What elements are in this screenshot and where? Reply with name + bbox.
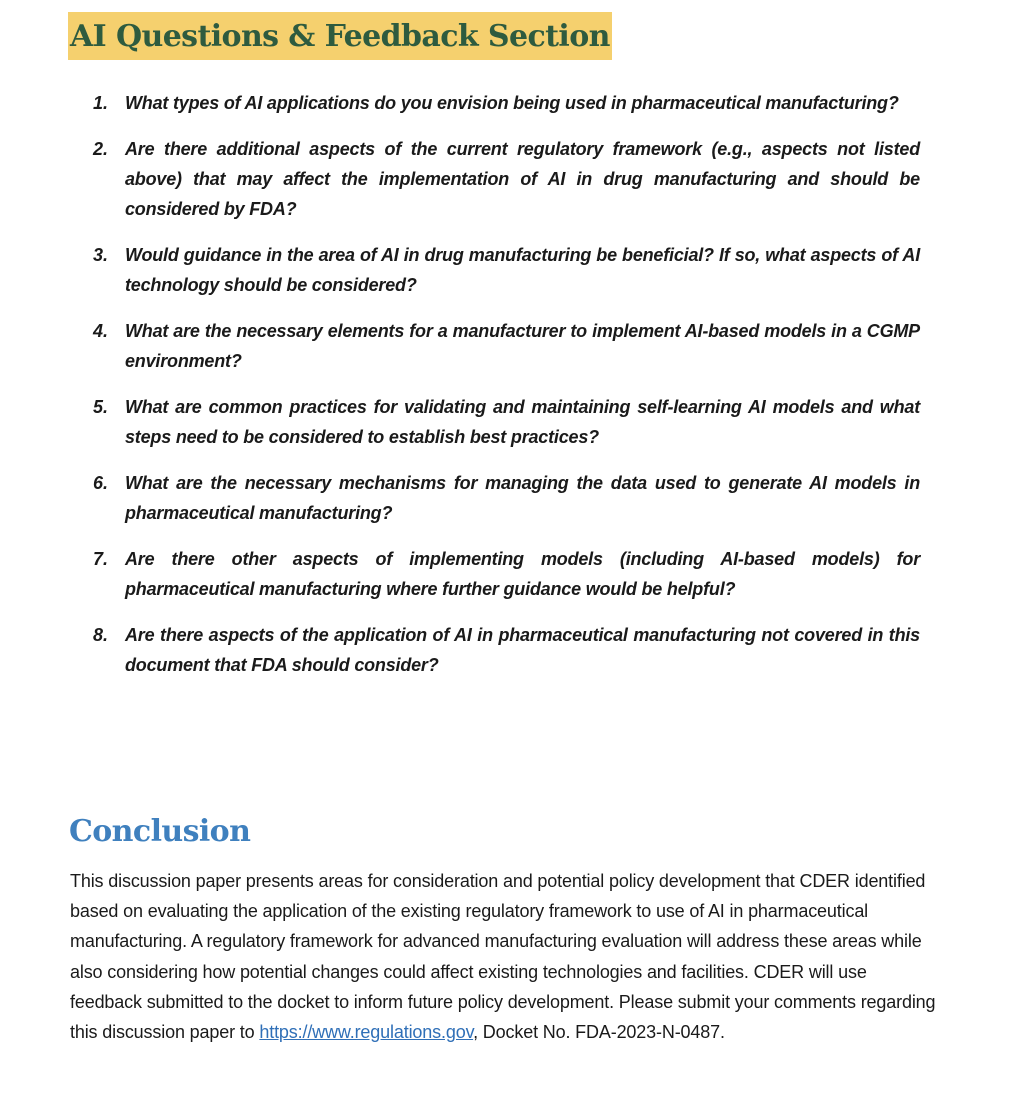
question-number: 7. <box>93 549 109 569</box>
question-item-4 <box>0 316 1034 376</box>
question-text: What are the necessary elements for a manufacturer to implement AI-based models in a CGMP environment? <box>125 321 920 371</box>
question-text: What types of AI applications do you envision being used in pharmaceutical manufacturing? <box>125 93 899 113</box>
question-number: 1. <box>93 93 109 113</box>
conclusion-body-text: This discussion paper presents areas for consideration and potential policy development that CDER identified based on evaluating the application of the existing regulatory framework to use of AI in pharmaceutical manufacturing. A regulatory framework for advanced manufacturing evaluation will address these areas while also considering how potential changes could affect existing technologies and facilities. CDER will use feedback submitted to the docket to inform future policy development. Please submit your comments regarding this discussion paper to <box>70 871 936 1043</box>
question-text: What are common practices for validating and maintaining self-learning AI models and what steps need to be considered to establish best practices? <box>125 397 920 447</box>
question-item-6 <box>0 468 1034 528</box>
question-text: Would guidance in the area of AI in drug manufacturing be beneficial? If so, what aspects of AI technology should be considered? <box>125 245 920 295</box>
question-number: 4. <box>93 321 109 341</box>
question-text: Are there other aspects of implementing models (including AI-based models) for pharmaceutical manufacturing where further guidance would be helpful? <box>125 549 920 599</box>
question-number: 8. <box>93 625 109 645</box>
questions-section-heading: AI Questions & Feedback Section <box>68 12 612 60</box>
question-number: 5. <box>93 397 109 417</box>
question-text: Are there aspects of the application of AI in pharmaceutical manufacturing not covered in this document that FDA should consider? <box>125 625 920 675</box>
question-text: Are there additional aspects of the current regulatory framework (e.g., aspects not listed above) that may affect the implementation of AI in drug manufacturing and should be considered by FDA? <box>125 139 920 219</box>
question-text: What are the necessary mechanisms for managing the data used to generate AI models in pharmaceutical manufacturing? <box>125 473 920 523</box>
regulations-gov-link[interactable]: https://www.regulations.gov <box>259 1022 474 1043</box>
question-item-8 <box>0 620 1034 680</box>
conclusion-paragraph <box>70 866 940 1047</box>
question-item-2 <box>0 134 1034 224</box>
question-item-3 <box>0 240 1034 300</box>
conclusion-heading: Conclusion <box>69 814 251 849</box>
docket-number-text: , Docket No. FDA-2023-N-0487. <box>473 1022 725 1043</box>
question-number: 3. <box>93 245 109 265</box>
question-item-1 <box>0 88 1034 118</box>
question-number: 2. <box>93 139 109 159</box>
question-item-7 <box>0 544 1034 604</box>
question-number: 6. <box>93 473 109 493</box>
question-item-5 <box>0 392 1034 452</box>
questions-list <box>0 88 1034 696</box>
